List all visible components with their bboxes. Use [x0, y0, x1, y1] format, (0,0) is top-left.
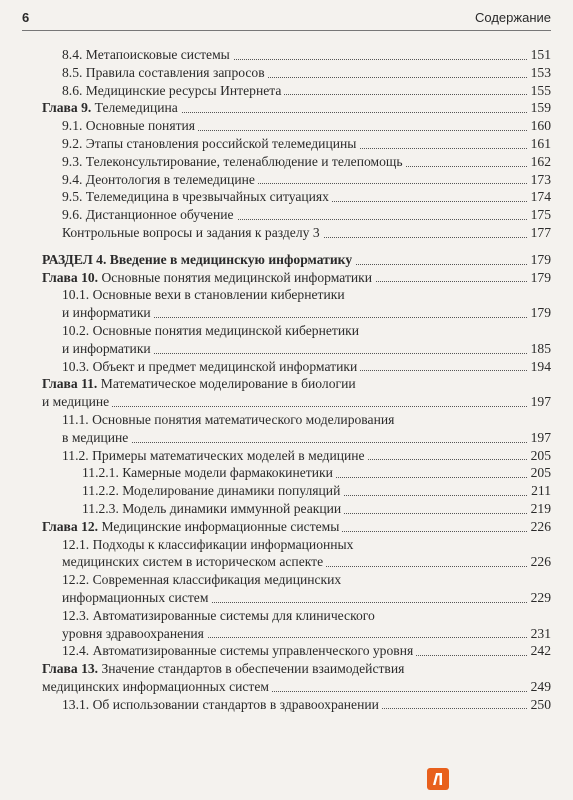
section-title: Содержание	[475, 10, 551, 25]
toc-page-number: 249	[528, 678, 551, 696]
toc-page-number: 205	[528, 464, 551, 482]
toc-row	[0, 64, 573, 82]
chapter-label: Глава 12.	[42, 518, 99, 534]
page-header	[22, 8, 551, 31]
toc-entry-title: 9.5. Телемедицина в чрезвычайных ситуациях	[62, 188, 332, 206]
chapter-title: Математическое моделирование в биологии	[97, 376, 356, 392]
toc-page-number: 159	[528, 99, 551, 117]
toc-entry-title: и информатики	[62, 340, 154, 358]
table-of-contents	[0, 46, 573, 713]
toc-entry-title	[42, 99, 181, 117]
toc-entry-title	[42, 375, 359, 393]
toc-row	[0, 135, 573, 153]
toc-entry-title: медицинских систем в историческом аспекте	[62, 553, 326, 571]
toc-entry-title: 12.2. Современная классификация медицинских	[62, 571, 344, 589]
toc-entry-title: уровня здравоохранения	[62, 625, 207, 643]
toc-page-number: 155	[528, 82, 551, 100]
toc-page-number: 231	[528, 625, 551, 643]
toc-row	[0, 99, 573, 117]
toc-entry-title: 10.1. Основные вехи в становлении кибернетики	[62, 286, 348, 304]
toc-page-number: 179	[528, 304, 551, 322]
toc-page-number: 153	[528, 64, 551, 82]
toc-row	[0, 358, 573, 376]
toc-page-number: 175	[528, 206, 551, 224]
toc-row	[0, 518, 573, 536]
dot-leader	[42, 406, 549, 407]
toc-row	[0, 171, 573, 189]
toc-row	[0, 642, 573, 660]
chapter-label: Глава 13.	[42, 661, 99, 677]
toc-row	[0, 375, 573, 393]
chapter-label: Глава 11.	[42, 376, 98, 392]
toc-page-number: 211	[528, 482, 551, 500]
publisher-logo-icon	[427, 768, 449, 790]
toc-row	[0, 340, 573, 358]
toc-entry-title: 10.3. Объект и предмет медицинской информатики	[62, 358, 360, 376]
toc-page-number: 250	[528, 696, 551, 714]
toc-entry-title: информационных систем	[62, 589, 211, 607]
toc-page-number: 219	[528, 500, 551, 518]
toc-page-number: 174	[528, 188, 551, 206]
toc-entry-title: 11.2.1. Камерные модели фармакокинетики	[82, 464, 336, 482]
toc-row	[0, 696, 573, 714]
toc-page-number: 185	[528, 340, 551, 358]
toc-entry-title: 9.4. Деонтология в телемедицине	[62, 171, 258, 189]
toc-row	[0, 429, 573, 447]
toc-page-number: 151	[528, 46, 551, 64]
toc-entry-title: 11.1. Основные понятия математического моделирования	[62, 411, 397, 429]
toc-row	[0, 625, 573, 643]
toc-entry-title: 12.3. Автоматизированные системы для клинического	[62, 607, 378, 625]
toc-entry-title	[42, 518, 342, 536]
toc-entry-title	[42, 269, 375, 287]
chapter-label: Глава 9.	[42, 100, 92, 116]
toc-row	[0, 500, 573, 518]
toc-entry-title: РАЗДЕЛ 4. Введение в медицинскую информатику	[42, 251, 355, 269]
toc-entry-title: 8.4. Метапоисковые системы	[62, 46, 233, 64]
toc-row	[0, 411, 573, 429]
toc-row	[0, 553, 573, 571]
toc-entry-title	[42, 660, 407, 678]
toc-entry-title: 12.1. Подходы к классификации информационных	[62, 536, 356, 554]
chapter-title: Основные понятия медицинской информатики	[98, 269, 373, 285]
toc-row	[0, 269, 573, 287]
toc-row	[0, 286, 573, 304]
toc-entry-title: 8.6. Медицинские ресурсы Интернета	[62, 82, 284, 100]
toc-page-number: 226	[528, 518, 551, 536]
dot-leader	[62, 442, 549, 443]
toc-entry-title: и медицине	[42, 393, 112, 411]
toc-page-number: 173	[528, 171, 551, 189]
toc-entry-title: 11.2.2. Моделирование динамики популяций	[82, 482, 343, 500]
toc-entry-title: 13.1. Об использовании стандартов в здравоохранении	[62, 696, 382, 714]
toc-entry-title: в медицине	[62, 429, 131, 447]
toc-row	[0, 322, 573, 340]
toc-page-number: 179	[528, 251, 551, 269]
toc-entry-title: 10.2. Основные понятия медицинской кибернетики	[62, 322, 362, 340]
toc-page-number: 197	[528, 393, 551, 411]
toc-page-number: 205	[528, 447, 551, 465]
toc-row	[0, 589, 573, 607]
toc-entry-title: 8.5. Правила составления запросов	[62, 64, 268, 82]
toc-row	[0, 153, 573, 171]
page-number: 6	[22, 10, 30, 25]
toc-entry-title: 11.2.3. Модель динамики иммунной реакции	[82, 500, 344, 518]
toc-row	[0, 464, 573, 482]
toc-row	[0, 46, 573, 64]
toc-entry-title: 9.2. Этапы становления российской телемедицины	[62, 135, 359, 153]
toc-row	[0, 571, 573, 589]
toc-row	[0, 224, 573, 242]
toc-page-number: 242	[528, 642, 551, 660]
toc-entry-title: 9.6. Дистанционное обучение	[62, 206, 237, 224]
toc-page-number: 162	[528, 153, 551, 171]
toc-row	[0, 117, 573, 135]
chapter-title: Телемедицина	[91, 100, 178, 116]
toc-row	[0, 482, 573, 500]
toc-entry-title: и информатики	[62, 304, 154, 322]
chapter-title: Значение стандартов в обеспечении взаимодействия	[98, 661, 405, 677]
toc-page-number: 226	[528, 553, 551, 571]
toc-entry-title: 12.4. Автоматизированные системы управленческого уровня	[62, 642, 416, 660]
toc-row	[0, 251, 573, 269]
toc-page-number: 229	[528, 589, 551, 607]
toc-row	[0, 393, 573, 411]
chapter-label: Глава 10.	[42, 269, 99, 285]
toc-row	[0, 447, 573, 465]
toc-entry-title: 9.3. Телеконсультирование, теленаблюдение и телепомощь	[62, 153, 406, 171]
toc-page-number: 160	[528, 117, 551, 135]
toc-row	[0, 536, 573, 554]
toc-page-number: 194	[528, 358, 551, 376]
toc-entry-title: 9.1. Основные понятия	[62, 117, 198, 135]
toc-entry-title: медицинских информационных систем	[42, 678, 272, 696]
toc-page-number: 177	[528, 224, 551, 242]
toc-entry-title: Контрольные вопросы и задания к разделу 3	[62, 224, 323, 242]
toc-row	[0, 660, 573, 678]
toc-page-number: 161	[528, 135, 551, 153]
chapter-title: Медицинские информационные системы	[98, 518, 340, 534]
toc-row	[0, 82, 573, 100]
toc-row	[0, 242, 573, 251]
toc-row	[0, 188, 573, 206]
toc-page-number: 179	[528, 269, 551, 287]
toc-page-number: 197	[528, 429, 551, 447]
toc-row	[0, 304, 573, 322]
toc-row	[0, 607, 573, 625]
toc-row	[0, 678, 573, 696]
toc-row	[0, 206, 573, 224]
toc-entry-title: 11.2. Примеры математических моделей в медицине	[62, 447, 368, 465]
